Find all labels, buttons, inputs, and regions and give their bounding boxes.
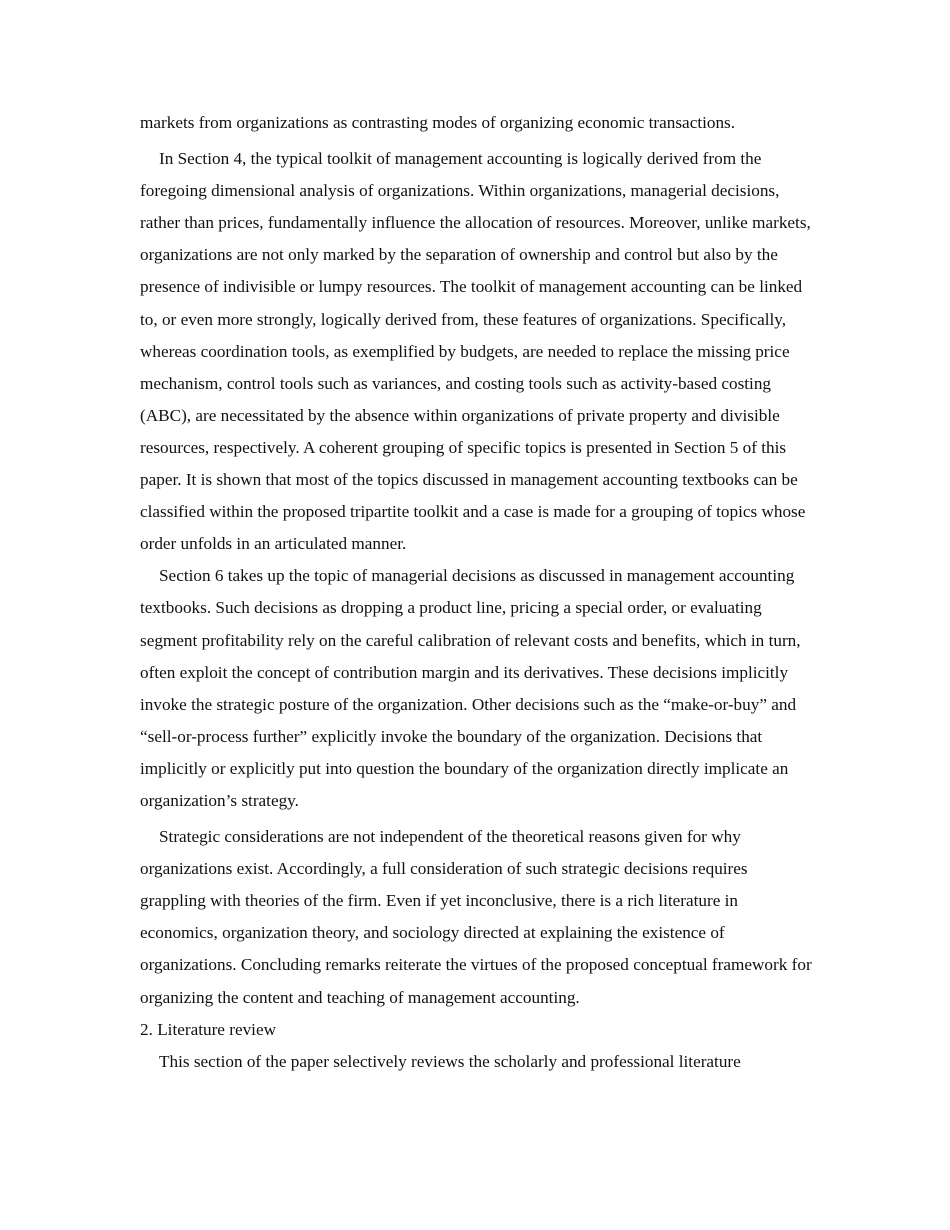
paragraph-continued: markets from organizations as contrasting modes of organizing economic transactions. xyxy=(140,113,736,132)
paragraph-section-6: Section 6 takes up the topic of managerial decisions as discussed in management accounting textbooks. Such decisions as dropping a product line, pricing a special order, or evaluating segment profitability rely on the careful calibration of relevant costs and benefits, which in turn, often exploit the concept of contribution margin and its derivatives. These decisions implicitly invoke the strategic posture of the organization. Other decisions such as the “make-or-buy” and “sell-or-process further” explicitly invoke the boundary of the organization. Decisions that implicitly or explicitly put into question the boundary of the organization directly implicate an organization’s strategy. xyxy=(140,566,801,810)
paragraph-section-4: In Section 4, the typical toolkit of management accounting is logically derived from the foregoing dimensional analysis of organizations. Within organizations, managerial decisions, rather than prices, fundamentally influence the allocation of resources. Moreover, unlike markets, organizations are not only marked by the separation of ownership and control but also by the presence of indivisible or lumpy resources. The toolkit of management accounting can be linked to, or even more strongly, logically derived from, these features of organizations. Specifically, whereas coordination tools, as exemplified by budgets, are needed to replace the missing price mechanism, control tools such as variances, and costing tools such as activity-based costing (ABC), are necessitated by the absence within organizations of private property and divisible resources, respectively. A coherent grouping of specific topics is presented in Section 5 of this paper. It is shown that most of the topics discussed in management accounting textbooks can be classified within the proposed tripartite toolkit and a case is made for a grouping of topics whose order unfolds in an articulated manner. xyxy=(140,149,811,554)
section-heading-literature-review: 2. Literature review xyxy=(140,1019,276,1039)
paragraph-literature-review: This section of the paper selectively reviews the scholarly and professional literature xyxy=(159,1051,741,1071)
paragraph-strategic: Strategic considerations are not independent of the theoretical reasons given for why organizations exist. Accordingly, a full consideration of such strategic decisions requires grappling with theories of the firm. Even if yet inconclusive, there is a rich literature in economics, organization theory, and sociology directed at explaining the existence of organizations. Concluding remarks reiterate the virtues of the proposed conceptual framework for organizing the content and teaching of management accounting. xyxy=(140,827,812,1007)
document-page xyxy=(140,107,812,1078)
